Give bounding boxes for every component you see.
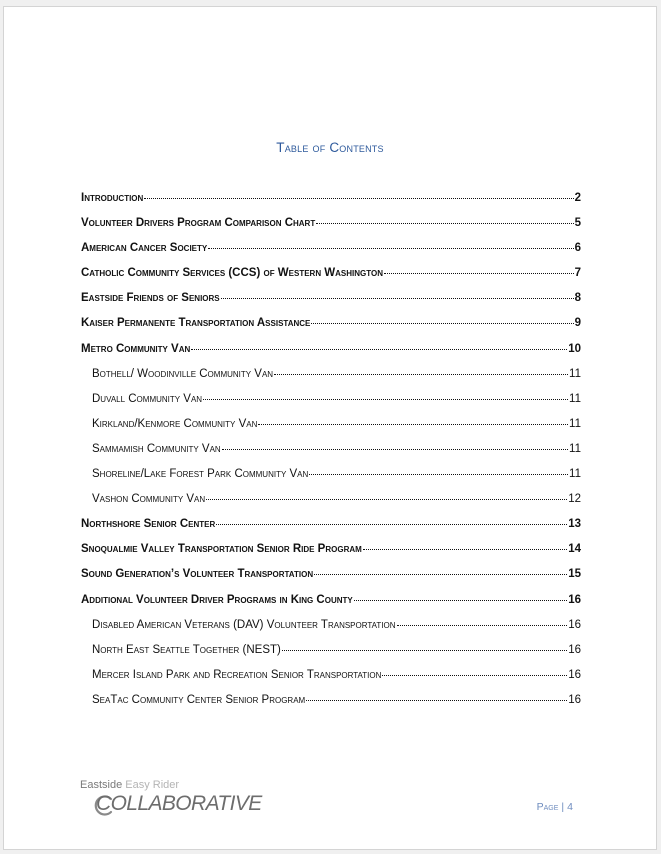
page-number [537,801,573,813]
toc-leader [363,549,567,550]
toc-subentry[interactable] [81,368,581,393]
toc-entry-label: Sound Generation’s Volunteer Transportation [81,568,314,581]
toc-entry-label: Eastside Friends of Seniors [81,292,220,305]
toc-entry-label: Snoqualmie Valley Transportation Senior Ride Program [81,543,362,556]
toc-leader [311,323,573,324]
toc-subentry[interactable] [81,493,581,518]
toc-leader [206,499,567,500]
toc-leader [382,675,567,676]
toc-entry-page: 14 [568,543,581,556]
toc-leader [216,524,567,525]
toc-leader [274,374,568,375]
toc-subentry[interactable] [81,694,581,719]
toc-entry-page: 16 [568,693,581,706]
toc-leader [397,625,568,626]
toc-entry-page: 11 [569,367,581,380]
toc-entry[interactable] [81,242,581,267]
toc-entry-page: 9 [574,317,581,330]
toc-entry-label: Vashon Community Van [92,493,206,506]
toc-leader [354,600,567,601]
toc-entry-page: 7 [574,267,581,280]
toc-subentry[interactable] [81,443,581,468]
toc-entry-page: 11 [569,392,581,405]
toc-subentry[interactable] [81,619,581,644]
toc-entry-page: 5 [574,217,581,230]
toc-entry-label: Volunteer Drivers Program Comparison Chart [81,217,316,230]
logo-wordmark: COLLABORATIVE [96,792,262,815]
toc-entry-label: Disabled American Veterans (DAV) Volunteer Transportation [92,618,396,631]
toc-subentry[interactable] [81,669,581,694]
toc-leader [309,474,568,475]
toc-entry-label: Northshore Senior Center [81,518,216,531]
toc-leader [221,298,574,299]
toc-entry[interactable] [81,317,581,342]
toc-list [81,192,581,719]
document-page [3,6,657,850]
toc-leader [144,198,573,199]
toc-leader [208,248,573,249]
toc-entry-page: 16 [568,593,581,606]
toc-entry-label: SeaTac Community Center Senior Program [92,693,306,706]
toc-entry-page: 11 [569,468,581,481]
toc-entry-label: American Cancer Society [81,242,208,255]
toc-entry-label: Kirkland/Kenmore Community Van [92,417,258,430]
toc-entry-label: Kaiser Permanente Transportation Assistance [81,317,311,330]
toc-entry-label: Duvall Community Van [92,392,203,405]
toc-entry[interactable] [81,518,581,543]
toc-entry-page: 11 [569,442,581,455]
toc-entry[interactable] [81,267,581,292]
toc-leader [314,574,567,575]
toc-subentry[interactable] [81,644,581,669]
page-label: Page [536,801,559,813]
toc-entry-page: 2 [574,192,581,204]
toc-entry-page: 12 [568,493,581,506]
toc-leader [191,349,567,350]
toc-entry-label: Sammamish Community Van [92,442,221,455]
toc-leader [306,700,567,701]
toc-entry-page: 6 [574,242,581,255]
toc-entry-label: North East Seattle Together (NEST) [92,643,281,656]
toc-entry-page: 8 [574,292,581,305]
page-separator: | [561,801,565,813]
toc-entry-label: Catholic Community Services (CCS) of Western Washington [81,267,383,280]
toc-leader [384,273,574,274]
toc-leader [316,223,573,224]
toc-subentry[interactable] [81,393,581,418]
toc-leader [282,650,567,651]
toc-entry-label: Introduction [81,192,144,204]
toc-entry-label: Shoreline/Lake Forest Park Community Van [92,468,309,481]
toc-subentry[interactable] [81,418,581,443]
toc-entry[interactable] [81,543,581,568]
toc-entry-label: Bothell/ Woodinville Community Van [92,367,274,380]
logo-tagline [80,779,179,791]
logo-tagline-dark: Eastside [80,779,123,791]
logo-tagline-light: Easy Rider [125,779,180,791]
toc-leader [222,449,568,450]
toc-entry[interactable] [81,568,581,593]
toc-entry[interactable] [81,192,581,217]
toc-title: Table of Contents [276,140,384,155]
collaborative-logo [80,779,280,819]
toc-entry-label: Metro Community Van [81,342,191,355]
toc-entry[interactable] [81,217,581,242]
toc-entry[interactable] [81,594,581,619]
toc-entry[interactable] [81,292,581,317]
toc-entry-page: 16 [568,668,581,681]
toc-entry-page: 16 [568,643,581,656]
toc-entry[interactable] [81,343,581,368]
toc-subentry[interactable] [81,468,581,493]
page-number-value: 4 [567,801,573,813]
toc-entry-label: Mercer Island Park and Recreation Senior Transportation [92,668,382,681]
toc-entry-page: 10 [568,342,581,355]
toc-entry-page: 11 [569,417,581,430]
toc-entry-page: 16 [568,618,581,631]
toc-leader [258,424,568,425]
toc-entry-label: Additional Volunteer Driver Programs in King County [81,593,353,606]
toc-entry-page: 15 [568,568,581,581]
toc-entry-page: 13 [568,518,581,531]
toc-leader [203,399,568,400]
